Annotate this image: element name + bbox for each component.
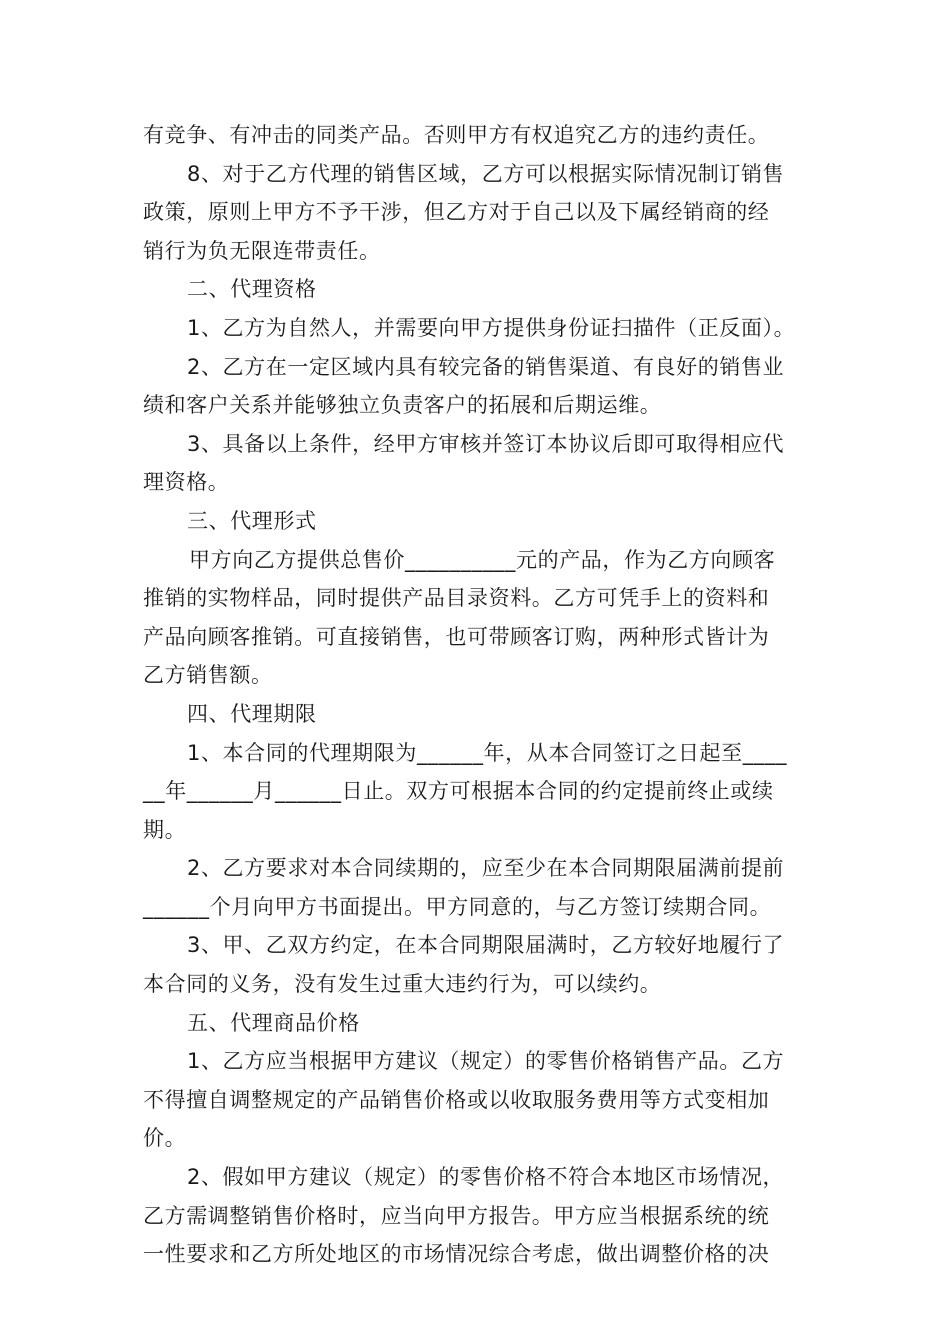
text-line: 3、甲、乙双方约定，在本合同期限届满时，乙方较好地履行了 [187, 933, 785, 958]
text-line: 本合同的义务，没有发生过重大违约行为，可以续约。 [143, 972, 662, 997]
text-line: 理资格。 [143, 470, 230, 495]
text-line: 销行为负无限连带责任。 [143, 238, 381, 263]
text-line: 政策，原则上甲方不予干涉，但乙方对于自己以及下属经销商的经 [143, 200, 770, 225]
text-line: 1、乙方应当根据甲方建议（规定）的零售价格销售产品。乙方 [187, 1049, 785, 1074]
section-heading: 五、代理商品价格 [187, 1010, 360, 1035]
text-line: 一性要求和乙方所处地区的市场情况综合考虑，做出调整价格的决 [143, 1242, 770, 1267]
text-line: 1、乙方为自然人，并需要向甲方提供身份证扫描件（正反面）。 [187, 315, 796, 340]
text-line: 乙方需调整销售价格时，应当向甲方报告。甲方应当根据系统的统 [143, 1203, 770, 1228]
text-line: 甲方向乙方提供总售价__________元的产品，作为乙方向顾客 [189, 547, 776, 572]
text-line: 8、对于乙方代理的销售区域，乙方可以根据实际情况制订销售 [187, 161, 785, 186]
text-line: 不得擅自调整规定的产品销售价格或以收取服务费用等方式变相加 [143, 1087, 770, 1112]
text-line: 价。 [143, 1126, 187, 1151]
text-line: 2、假如甲方建议（规定）的零售价格不符合本地区市场情况， [187, 1165, 785, 1190]
text-line: 3、具备以上条件，经甲方审核并签订本协议后即可取得相应代 [187, 431, 785, 456]
text-line: 期。 [143, 817, 187, 842]
section-heading: 二、代理资格 [187, 277, 317, 302]
text-line: 产品向顾客推销。可直接销售，也可带顾客订购，两种形式皆计为 [143, 624, 770, 649]
section-heading: 三、代理形式 [187, 508, 317, 533]
text-line: ______个月向甲方书面提出。甲方同意的，与乙方签订续期合同。 [143, 894, 772, 919]
document-body [143, 116, 823, 1274]
text-line: 推销的实物样品，同时提供产品目录资料。乙方可凭手上的资料和 [143, 586, 770, 611]
text-line: 2、乙方在一定区域内具有较完备的销售渠道、有良好的销售业 [187, 354, 785, 379]
text-line: 绩和客户关系并能够独立负责客户的拓展和后期运维。 [143, 393, 662, 418]
text-line: 乙方销售额。 [143, 663, 273, 688]
text-line: 有竞争、有冲击的同类产品。否则甲方有权追究乙方的违约责任。 [143, 123, 770, 147]
text-line: 1、本合同的代理期限为______年，从本合同签订之日起至____ [187, 740, 788, 765]
text-line: 2、乙方要求对本合同续期的，应至少在本合同期限届满前提前 [187, 856, 785, 881]
section-heading: 四、代理期限 [187, 701, 317, 726]
text-line: __年______月______日止。双方可根据本合同的约定提前终止或续 [143, 779, 774, 804]
